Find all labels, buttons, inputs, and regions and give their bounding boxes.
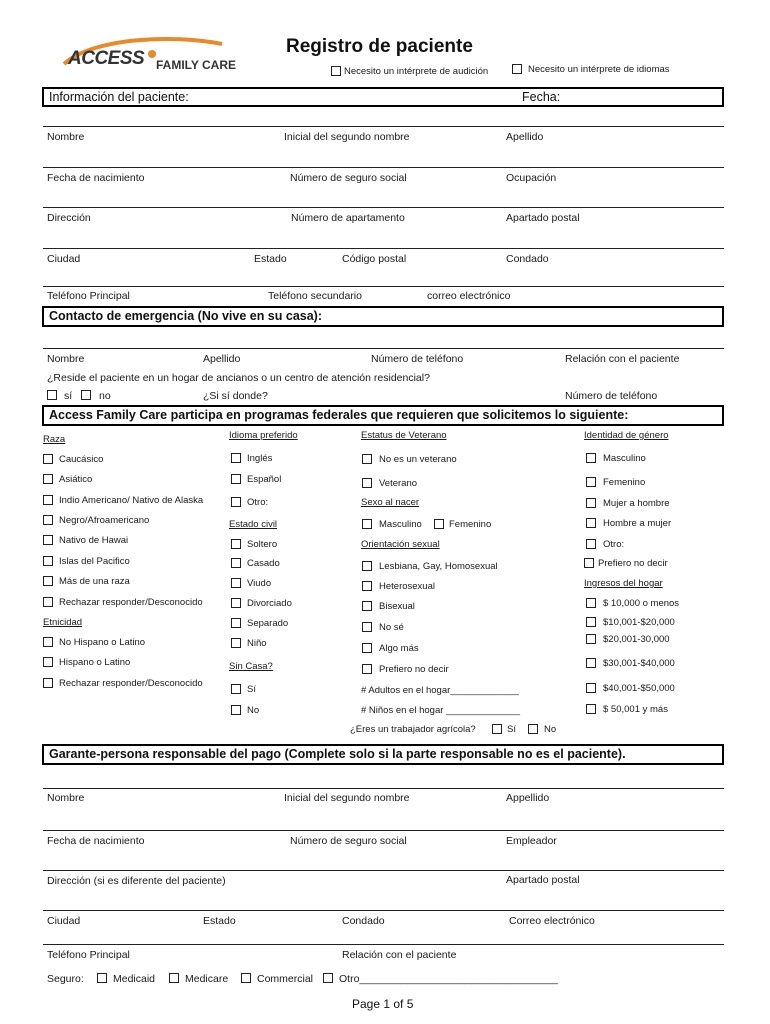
orientation-checkbox[interactable] xyxy=(362,664,372,674)
ethnicity-checkbox[interactable] xyxy=(43,678,53,688)
form-line xyxy=(43,788,724,789)
language-heading: Idioma preferido xyxy=(229,430,298,441)
homeless-yes-label: Sí xyxy=(247,684,256,695)
guarantor-city-label: Ciudad xyxy=(47,915,81,927)
insurance-label: Seguro: xyxy=(47,973,84,985)
county-label: Condado xyxy=(506,253,549,265)
race-checkbox[interactable] xyxy=(43,556,53,566)
farm-no-label: No xyxy=(544,724,557,735)
civil-option: Niño xyxy=(247,638,267,649)
orientation-option: Lesbiana, Gay, Homosexual xyxy=(379,561,498,572)
income-option: $20,001-30,000 xyxy=(603,634,670,645)
sex-female-label: Femenino xyxy=(449,519,492,530)
patient-info-section xyxy=(42,87,724,107)
form-line xyxy=(43,910,724,911)
emergency-last-name-label: Apellido xyxy=(203,353,241,365)
orientation-option: Prefiero no decir xyxy=(379,664,449,675)
gender-option: Masculino xyxy=(603,453,646,464)
children-in-household-field[interactable]: # Niños en el hogar ______________ xyxy=(361,705,520,716)
facility-phone-label: Número de teléfono xyxy=(565,390,658,402)
ethnicity-checkbox[interactable] xyxy=(43,657,53,667)
race-option: Asiático xyxy=(59,474,93,485)
apartment-label: Número de apartamento xyxy=(291,212,405,224)
form-line xyxy=(43,870,724,871)
race-option: Islas del Pacifico xyxy=(59,556,130,567)
logo xyxy=(62,36,237,80)
language-interpreter-checkbox[interactable] xyxy=(512,64,522,74)
gender-option: Otro: xyxy=(603,539,625,550)
income-option: $ 10,000 o menos xyxy=(603,598,680,609)
orientation-checkbox[interactable] xyxy=(362,561,372,571)
civil-option: Casado xyxy=(247,558,280,569)
civil-checkbox[interactable] xyxy=(231,578,241,588)
orientation-option: Heterosexual xyxy=(379,581,435,592)
secondary-phone-label: Teléfono secundario xyxy=(268,290,362,302)
gender-option: Prefiero no decir xyxy=(598,558,668,569)
guarantor-state-label: Estado xyxy=(203,915,236,927)
income-option: $30,001-$40,000 xyxy=(603,658,675,669)
sex-male-label: Masculino xyxy=(379,519,422,530)
income-checkbox[interactable] xyxy=(586,617,596,627)
email-label: correo electrónico xyxy=(427,290,511,302)
guarantor-birth-date-label: Fecha de nacimiento xyxy=(47,835,145,847)
guarantor-county-label: Condado xyxy=(342,915,385,927)
medicaid-checkbox[interactable] xyxy=(97,973,107,983)
adults-in-household-field[interactable]: # Adultos en el hogar_____________ xyxy=(361,685,519,696)
orientation-option: Algo más xyxy=(379,643,419,654)
po-box-label: Apartado postal xyxy=(506,212,580,224)
guarantor-employer-label: Empleador xyxy=(506,835,557,847)
orientation-checkbox[interactable] xyxy=(362,643,372,653)
civil-option: Separado xyxy=(247,618,289,629)
language-checkbox[interactable] xyxy=(231,474,241,484)
gender-option: Hombre a mujer xyxy=(603,518,672,529)
guarantor-phone-label: Teléfono Principal xyxy=(47,949,130,961)
ethnicity-option: No Hispano o Latino xyxy=(59,637,146,648)
where-label: ¿Si sí donde? xyxy=(203,390,268,402)
emergency-phone-label: Número de teléfono xyxy=(371,353,464,365)
gender-checkbox[interactable] xyxy=(586,518,596,528)
orientation-checkbox[interactable] xyxy=(362,622,372,632)
farm-yes-checkbox[interactable] xyxy=(492,724,502,734)
logo-text-family-care: FAMILY CARE xyxy=(156,58,237,72)
orientation-checkbox[interactable] xyxy=(362,581,372,591)
guarantor-address-label: Dirección (si es diferente del paciente) xyxy=(47,875,226,887)
nursing-no-checkbox[interactable] xyxy=(81,390,91,400)
language-option: Inglés xyxy=(247,453,273,464)
patient-info-heading: Información del paciente: xyxy=(49,90,189,104)
other-insurance-checkbox[interactable] xyxy=(323,973,333,983)
guarantor-middle-initial-label: Inicial del segundo nombre xyxy=(284,792,410,804)
race-option: Rechazar responder/Desconocido xyxy=(59,597,203,608)
race-option: Indio Americano/ Nativo de Alaska xyxy=(59,495,204,506)
emergency-relation-label: Relación con el paciente xyxy=(565,353,680,365)
form-line xyxy=(43,167,724,168)
gender-option: Mujer a hombre xyxy=(603,498,670,509)
gender-checkbox[interactable] xyxy=(586,477,596,487)
nursing-yes-checkbox[interactable] xyxy=(47,390,57,400)
orientation-heading: Orientación sexual xyxy=(361,539,440,550)
guarantor-last-name-label: Appellido xyxy=(506,792,550,804)
form-line xyxy=(43,207,724,208)
language-interpreter-label: Necesito un intérprete de idiomas xyxy=(528,64,670,75)
language-option: Otro: xyxy=(247,497,269,508)
race-checkbox[interactable] xyxy=(43,576,53,586)
other-insurance-field[interactable]: Otro__________________________________ xyxy=(339,973,558,985)
zip-label: Código postal xyxy=(342,253,407,265)
gender-checkbox[interactable] xyxy=(586,539,596,549)
primary-phone-label: Teléfono Principal xyxy=(47,290,130,302)
commercial-label: Commercial xyxy=(257,973,314,985)
civil-checkbox[interactable] xyxy=(231,618,241,628)
emergency-section xyxy=(42,306,724,327)
veteran-heading: Estatus de Veterano xyxy=(361,430,447,441)
city-label: Ciudad xyxy=(47,253,81,265)
civil-status-heading: Estado civil xyxy=(229,519,278,530)
gender-checkbox[interactable] xyxy=(584,558,594,568)
homeless-no-label: No xyxy=(247,705,260,716)
date-label: Fecha: xyxy=(522,90,561,104)
civil-option: Soltero xyxy=(247,539,278,550)
race-option: Nativo de Hawai xyxy=(59,535,129,546)
occupation-label: Ocupación xyxy=(506,172,557,184)
nursing-home-question: ¿Reside el paciente en un hogar de ancianos o un centro de atención residencial? xyxy=(47,372,430,384)
income-heading: Ingresos del hogar xyxy=(584,578,663,589)
federal-section xyxy=(42,405,724,426)
veteran-option: No es un veterano xyxy=(379,454,457,465)
farm-no-checkbox[interactable] xyxy=(528,724,538,734)
form-line xyxy=(43,944,724,945)
gender-identity-heading: Identidad de género xyxy=(584,430,669,441)
guarantor-po-box-label: Apartado postal xyxy=(506,874,580,886)
veteran-checkbox[interactable] xyxy=(362,454,372,464)
guarantor-heading: Garante-persona responsable del pago (Complete solo si la parte responsable no es el paciente). xyxy=(49,747,626,761)
homeless-heading: Sin Casa? xyxy=(229,661,273,672)
birth-date-label: Fecha de nacimiento xyxy=(47,172,145,184)
emergency-heading: Contacto de emergencia (No vive en su casa): xyxy=(49,309,323,323)
veteran-option: Veterano xyxy=(379,478,418,489)
language-option: Español xyxy=(247,474,282,485)
form-line xyxy=(43,830,724,831)
guarantor-ssn-label: Número de seguro social xyxy=(290,835,407,847)
civil-option: Divorciado xyxy=(247,598,292,609)
race-option: Caucásico xyxy=(59,454,104,465)
logo-text-access: ACCESS xyxy=(68,48,145,69)
sex-female-checkbox[interactable] xyxy=(434,519,444,529)
guarantor-email-label: Correo electrónico xyxy=(509,915,595,927)
race-option: Más de una raza xyxy=(59,576,130,587)
guarantor-section xyxy=(42,744,724,765)
civil-checkbox[interactable] xyxy=(231,539,241,549)
orientation-checkbox[interactable] xyxy=(362,601,372,611)
state-label: Estado xyxy=(254,253,287,265)
gender-checkbox[interactable] xyxy=(586,498,596,508)
middle-initial-label: Inicial del segundo nombre xyxy=(284,131,410,143)
ethnicity-option: Hispano o Latino xyxy=(59,657,131,668)
ethnicity-option: Rechazar responder/Desconocido xyxy=(59,678,203,689)
nursing-no-label: no xyxy=(99,390,111,402)
audio-interpreter-checkbox[interactable] xyxy=(331,66,341,76)
homeless-yes-checkbox[interactable] xyxy=(231,684,241,694)
first-name-label: Nombre xyxy=(47,131,85,143)
medicaid-label: Medicaid xyxy=(113,973,156,985)
civil-checkbox[interactable] xyxy=(231,638,241,648)
birth-sex-heading: Sexo al nacer xyxy=(361,497,420,508)
medicare-label: Medicare xyxy=(185,973,229,985)
race-checkbox[interactable] xyxy=(43,474,53,484)
civil-checkbox[interactable] xyxy=(231,558,241,568)
nursing-yes-label: sí xyxy=(64,390,73,402)
income-option: $ 50,001 y más xyxy=(603,704,668,715)
income-option: $10,001-$20,000 xyxy=(603,617,675,628)
language-checkbox[interactable] xyxy=(231,453,241,463)
gender-checkbox[interactable] xyxy=(586,453,596,463)
civil-checkbox[interactable] xyxy=(231,598,241,608)
audio-interpreter-label: Necesito un intérprete de audición xyxy=(344,66,489,77)
income-option: $40,001-$50,000 xyxy=(603,683,675,694)
income-checkbox[interactable] xyxy=(586,598,596,608)
race-checkbox[interactable] xyxy=(43,495,53,505)
ethnicity-checkbox[interactable] xyxy=(43,637,53,647)
page-title: Registro de paciente xyxy=(286,36,473,57)
last-name-label: Apellido xyxy=(506,131,544,143)
farm-yes-label: Sí xyxy=(507,724,516,735)
gender-option: Femenino xyxy=(603,477,646,488)
income-checkbox[interactable] xyxy=(586,658,596,668)
ethnicity-heading: Etnicidad xyxy=(43,617,83,628)
income-checkbox[interactable] xyxy=(586,683,596,693)
guarantor-first-name-label: Nombre xyxy=(47,792,85,804)
race-option: Negro/Afroamericano xyxy=(59,515,150,526)
form-line xyxy=(43,286,724,287)
orientation-option: Bisexual xyxy=(379,601,415,612)
race-checkbox[interactable] xyxy=(43,515,53,525)
race-heading: Raza xyxy=(43,434,66,445)
race-checkbox[interactable] xyxy=(43,535,53,545)
sex-male-checkbox[interactable] xyxy=(362,519,372,529)
medicare-checkbox[interactable] xyxy=(169,973,179,983)
veteran-checkbox[interactable] xyxy=(362,478,372,488)
guarantor-relation-label: Relación con el paciente xyxy=(342,949,457,961)
federal-heading: Access Family Care participa en programas federales que requieren que solicitemos lo siguiente: xyxy=(49,408,629,422)
ssn-label: Número de seguro social xyxy=(290,172,407,184)
form-line xyxy=(43,248,724,249)
language-checkbox[interactable] xyxy=(231,497,241,507)
emergency-first-name-label: Nombre xyxy=(47,353,85,365)
income-checkbox[interactable] xyxy=(586,704,596,714)
race-checkbox[interactable] xyxy=(43,454,53,464)
address-label: Dirección xyxy=(47,212,91,224)
race-checkbox[interactable] xyxy=(43,597,53,607)
homeless-no-checkbox[interactable] xyxy=(231,705,241,715)
farm-worker-question: ¿Eres un trabajador agrícola? xyxy=(350,724,476,735)
income-checkbox[interactable] xyxy=(586,634,596,644)
orientation-option: No sé xyxy=(379,622,404,633)
page-number: Page 1 of 5 xyxy=(352,997,414,1011)
form-line xyxy=(43,348,724,349)
civil-option: Viudo xyxy=(247,578,272,589)
commercial-checkbox[interactable] xyxy=(241,973,251,983)
form-line xyxy=(43,126,724,127)
